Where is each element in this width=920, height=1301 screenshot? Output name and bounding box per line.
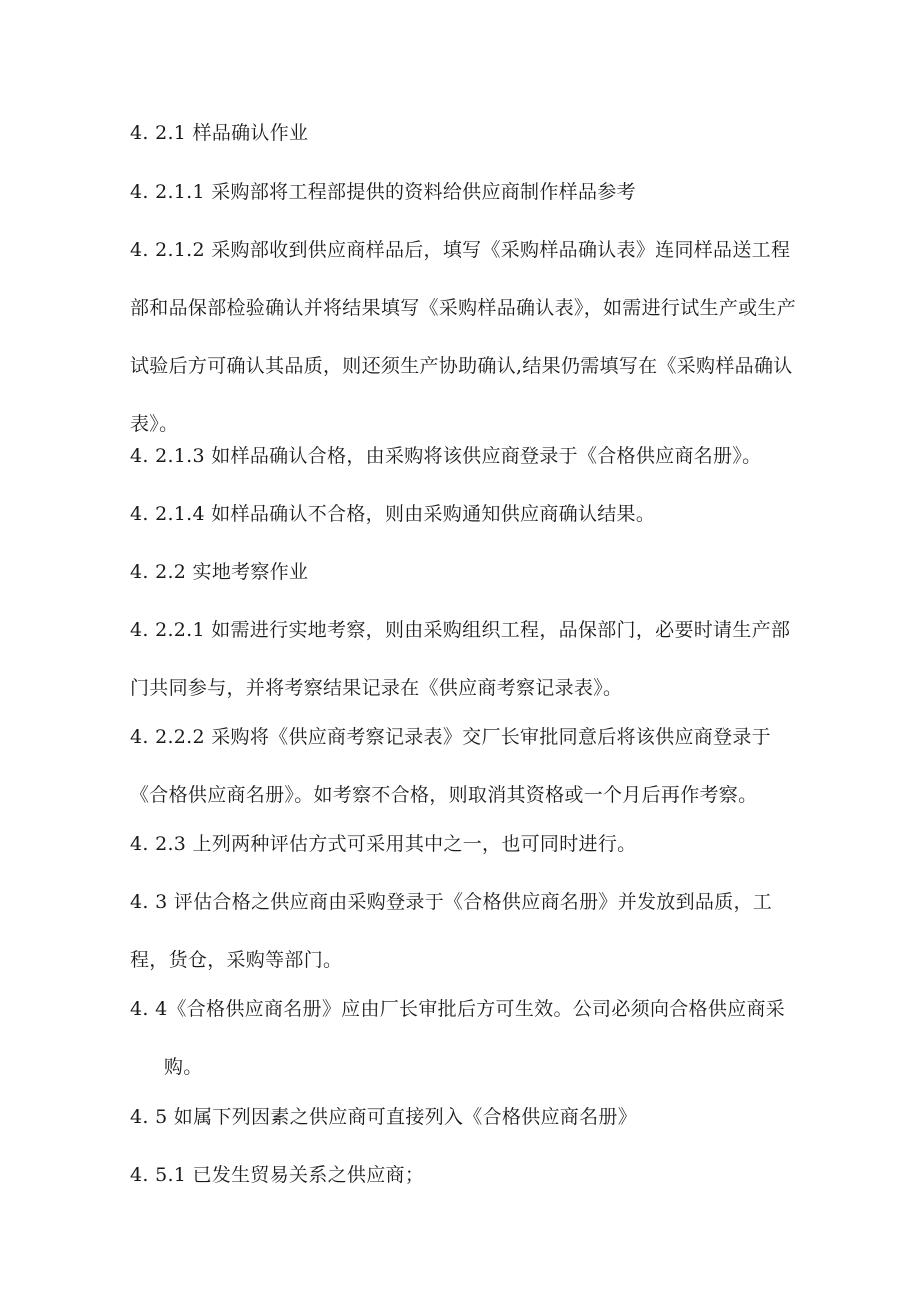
paragraph-4-2-2-2 bbox=[130, 713, 840, 819]
text-line: 4. 2.3 上列两种评估方式可采用其中之一，也可同时进行。 bbox=[130, 833, 637, 855]
text-line: 4. 2.1.2 采购部收到供应商样品后，填写《采购样品确认表》连同样品送工程 bbox=[130, 239, 791, 261]
text-line: 程，货仓，采购等部门。 bbox=[130, 949, 343, 971]
text-line: 4. 2.1.3 如样品确认合格，由采购将该供应商登录于《合格供应商名册》。 bbox=[130, 445, 762, 467]
section-heading-4-2-2 bbox=[130, 548, 840, 596]
text-line: 4. 5 如属下列因素之供应商可直接列入《合格供应商名册》 bbox=[130, 1106, 637, 1128]
text-line: 门共同参与，并将考察结果记录在《供应商考察记录表》。 bbox=[130, 677, 623, 699]
text-line: 部和品保部检验确认并将结果填写《采购样品确认表》，如需进行试生产或生产 bbox=[130, 297, 797, 319]
paragraph-4-5 bbox=[130, 1093, 840, 1141]
text-line: 4. 2.2 实地考察作业 bbox=[130, 561, 309, 583]
paragraph-4-2-2-1 bbox=[130, 606, 840, 712]
paragraph-4-2-1-1 bbox=[130, 168, 840, 216]
paragraph-4-4 bbox=[130, 985, 840, 1091]
text-line: 《合格供应商名册》。如考察不合格，则取消其资格或一个月后再作考察。 bbox=[130, 784, 758, 806]
text-line: 4. 2.1.4 如样品确认不合格，则由采购通知供应商确认结果。 bbox=[130, 503, 656, 525]
text-line: 4. 5.1 已发生贸易关系之供应商； bbox=[130, 1164, 425, 1186]
text-line: 4. 2.2.2 采购将《供应商考察记录表》交厂长审批同意后将该供应商登录于 bbox=[130, 726, 771, 748]
paragraph-4-2-3 bbox=[130, 820, 840, 868]
paragraph-4-5-1 bbox=[130, 1151, 840, 1199]
text-line: 表》。 bbox=[130, 413, 179, 435]
paragraph-4-2-1-3 bbox=[130, 432, 840, 480]
text-line: 4. 2.1.1 采购部将工程部提供的资料给供应商制作样品参考 bbox=[130, 181, 636, 203]
text-line: 购。 bbox=[164, 1056, 203, 1078]
paragraph-4-2-1-4 bbox=[130, 490, 840, 538]
text-line: 4. 4《合格供应商名册》应由厂长审批后方可生效。公司必须向合格供应商采 bbox=[130, 998, 786, 1020]
paragraph-4-2-1-2 bbox=[130, 226, 840, 448]
section-heading-4-2-1 bbox=[130, 109, 840, 157]
text-line: 4. 3 评估合格之供应商由采购登录于《合格供应商名册》并发放到品质，工 bbox=[130, 891, 773, 913]
text-line: 4. 2.1 样品确认作业 bbox=[130, 122, 309, 144]
paragraph-4-3 bbox=[130, 878, 840, 984]
text-line: 4. 2.2.1 如需进行实地考察，则由采购组织工程，品保部门，必要时请生产部 bbox=[130, 619, 791, 641]
text-line: 试验后方可确认其品质，则还须生产协助确认,结果仍需填写在《采购样品确认 bbox=[130, 355, 793, 377]
